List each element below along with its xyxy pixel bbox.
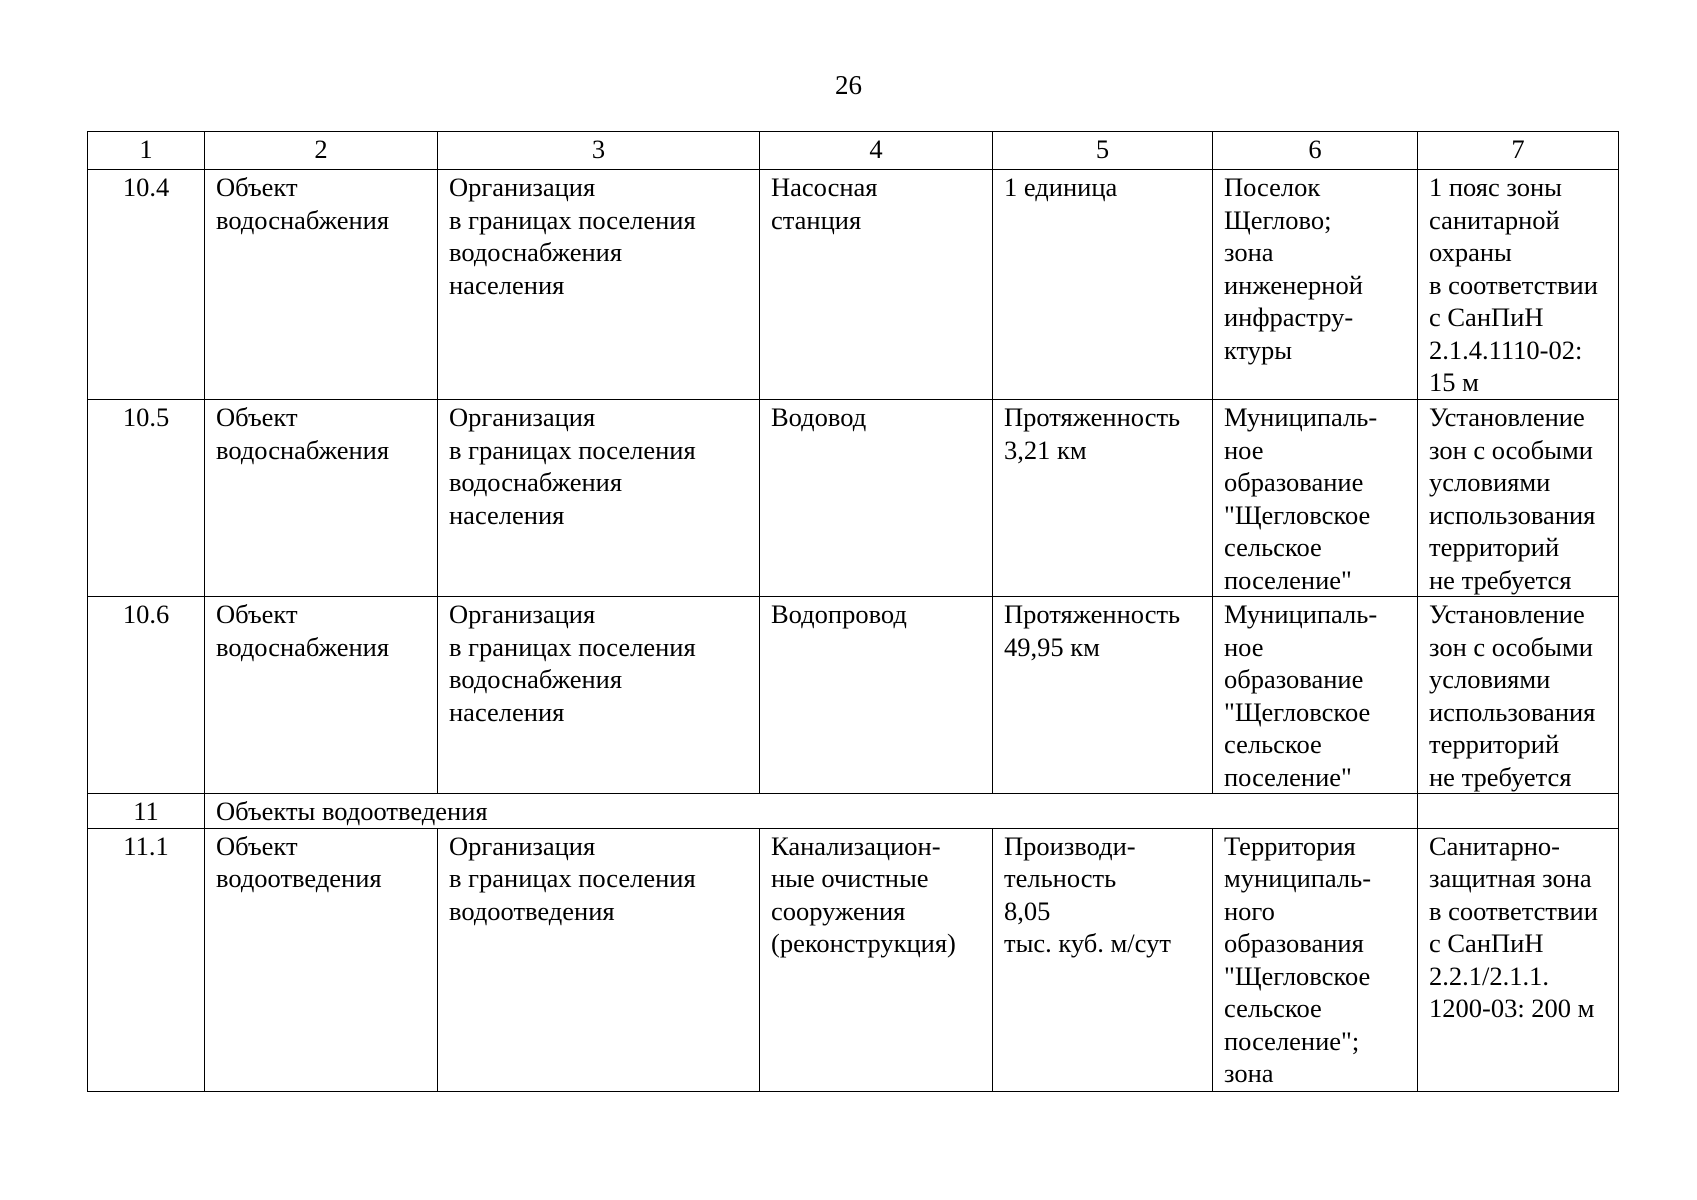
- table-row: [88, 597, 1619, 794]
- row-number: 10.4: [88, 170, 205, 400]
- purpose-cell: Организация в границах поселения водоснабжения населения: [438, 597, 760, 794]
- row-number: 11.1: [88, 828, 205, 1091]
- object-name-cell: Водовод: [760, 400, 993, 597]
- section-row: [88, 794, 1619, 829]
- characteristics-cell: 1 единица: [993, 170, 1213, 400]
- section-empty-cell: [1418, 794, 1619, 829]
- location-cell: Муниципаль- ное образование "Щегловское сельское поселение": [1213, 597, 1418, 794]
- zone-cell: Установление зон с особыми условиями использования территорий не требуется: [1418, 400, 1619, 597]
- objects-table: [87, 131, 1619, 1092]
- row-number: 10.6: [88, 597, 205, 794]
- location-cell: Территория муниципаль- ного образования "Щегловское сельское поселение"; зона: [1213, 828, 1418, 1091]
- object-name-cell: Канализацион- ные очистные сооружения (реконструкция): [760, 828, 993, 1091]
- object-name-cell: Водопровод: [760, 597, 993, 794]
- header-cell: 1: [88, 132, 205, 170]
- table-row: [88, 170, 1619, 400]
- header-cell: 2: [205, 132, 438, 170]
- object-type-cell: Объект водоотведения: [205, 828, 438, 1091]
- section-title: Объекты водоотведения: [205, 794, 1418, 829]
- characteristics-cell: Протяженность 49,95 км: [993, 597, 1213, 794]
- zone-cell: Установление зон с особыми условиями использования территорий не требуется: [1418, 597, 1619, 794]
- header-cell: 4: [760, 132, 993, 170]
- header-cell: 5: [993, 132, 1213, 170]
- zone-cell: 1 пояс зоны санитарной охраны в соответствии с СанПиН 2.1.4.1110-02: 15 м: [1418, 170, 1619, 400]
- table-row: [88, 400, 1619, 597]
- purpose-cell: Организация в границах поселения водоотведения: [438, 828, 760, 1091]
- header-cell: 3: [438, 132, 760, 170]
- row-number: 10.5: [88, 400, 205, 597]
- purpose-cell: Организация в границах поселения водоснабжения населения: [438, 170, 760, 400]
- characteristics-cell: Протяженность 3,21 км: [993, 400, 1213, 597]
- purpose-cell: Организация в границах поселения водоснабжения населения: [438, 400, 760, 597]
- object-type-cell: Объект водоснабжения: [205, 400, 438, 597]
- object-type-cell: Объект водоснабжения: [205, 170, 438, 400]
- characteristics-cell: Производи- тельность 8,05 тыс. куб. м/сут: [993, 828, 1213, 1091]
- location-cell: Поселок Щеглово; зона инженерной инфрастру- ктуры: [1213, 170, 1418, 400]
- location-cell: Муниципаль- ное образование "Щегловское сельское поселение": [1213, 400, 1418, 597]
- page-number: 26: [835, 70, 862, 100]
- zone-cell: Санитарно- защитная зона в соответствии с СанПиН 2.2.1/2.1.1. 1200-03: 200 м: [1418, 828, 1619, 1091]
- object-type-cell: Объект водоснабжения: [205, 597, 438, 794]
- object-name-cell: Насосная станция: [760, 170, 993, 400]
- table-header-row: [88, 132, 1619, 170]
- table-row: [88, 828, 1619, 1091]
- section-number: 11: [88, 794, 205, 829]
- header-cell: 6: [1213, 132, 1418, 170]
- header-cell: 7: [1418, 132, 1619, 170]
